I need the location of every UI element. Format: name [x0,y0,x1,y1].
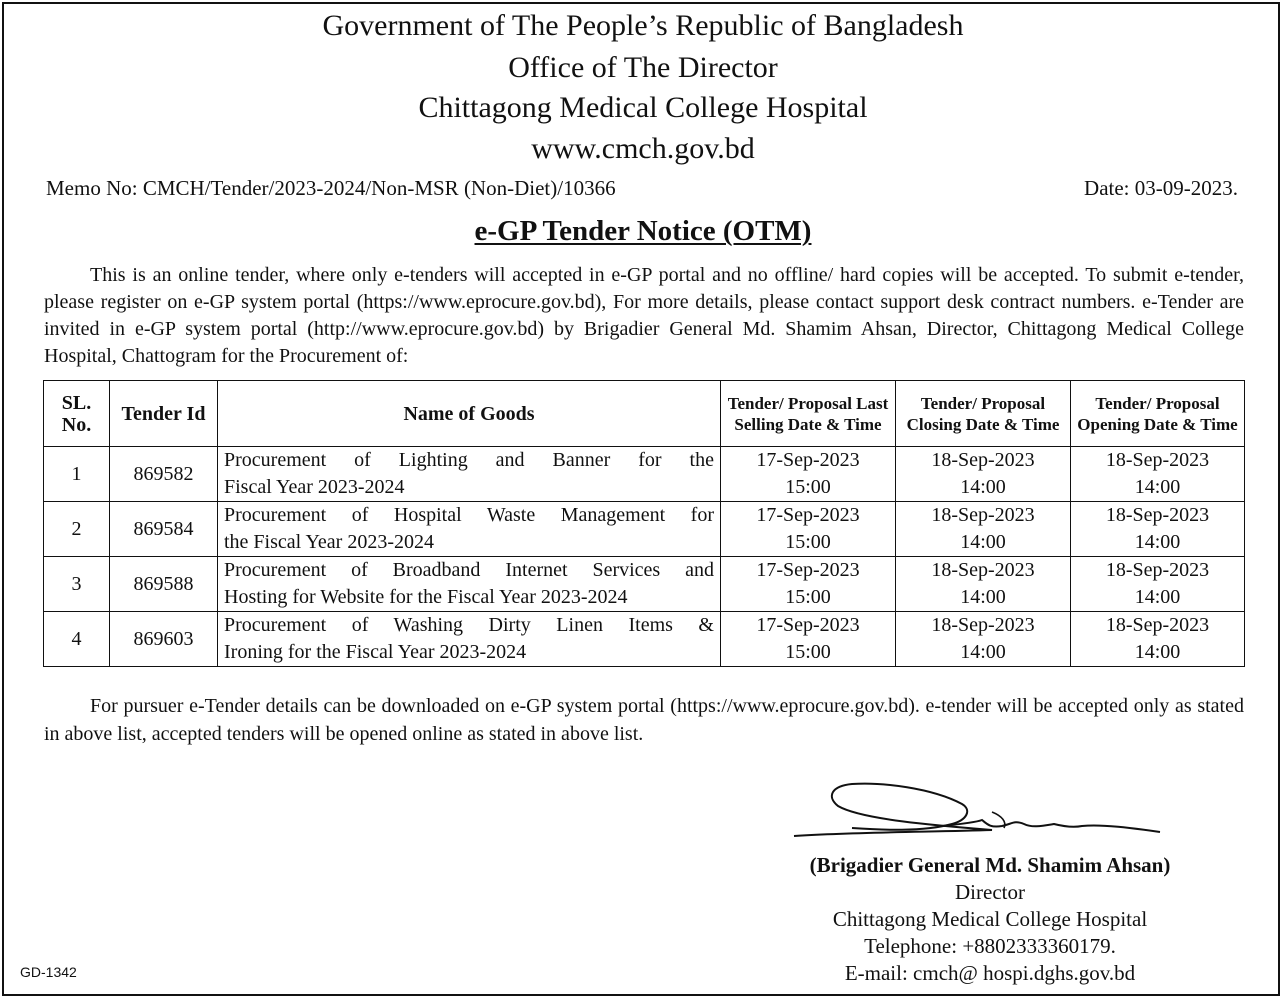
cell-opening [1071,557,1245,612]
signature-image [792,780,1162,844]
cell-goods-line2: Hosting for Website for the Fiscal Year 2023-2024 [224,586,628,608]
cell-tender-id [110,557,218,612]
cell-selling-line: 17-Sep-2023 [756,614,860,636]
table-row [44,447,1245,502]
cell-selling-line: 17-Sep-2023 [756,559,860,581]
cell-closing-line: 18-Sep-2023 [931,614,1035,636]
cell-selling-line: 17-Sep-2023 [756,449,860,471]
cell-tender-id-line: 869588 [133,572,194,595]
signatory-organization: Chittagong Medical College Hospital [832,907,1148,931]
header-website: www.cmch.gov.bd [531,132,755,165]
cell-closing-line: 14:00 [960,586,1006,608]
col-header-sl: SL. No. [44,381,110,447]
cell-goods-line1: Procurement of Hospital Waste Management for [224,504,714,526]
cell-goods [218,502,721,557]
document-code: GD-1342 [20,964,77,980]
cell-selling [721,612,896,667]
cell-goods-line2: the Fiscal Year 2023-2024 [224,531,434,553]
cell-opening-line: 14:00 [1134,586,1181,608]
header-office: Office of The Director [508,51,778,84]
cell-opening [1071,612,1245,667]
header-hospital: Chittagong Medical College Hospital [418,91,868,124]
col-header-closing: Tender/ Proposal Closing Date & Time [896,381,1071,447]
cell-opening-line: 14:00 [1134,476,1181,498]
cell-selling [721,502,896,557]
cell-closing-line: 14:00 [960,641,1006,663]
cell-selling-line: 15:00 [785,476,831,498]
cell-opening-line: 14:00 [1134,531,1181,553]
memo-number: Memo No: CMCH/Tender/2023-2024/Non-MSR (Non-Diet)/10366 [46,176,616,200]
cell-sl [44,612,110,667]
col-header-tender-id: Tender Id [110,381,218,447]
signature-block [740,852,1240,987]
cell-sl-line: 2 [71,517,82,540]
cell-tender-id-line: 869582 [133,462,194,485]
cell-selling-line: 17-Sep-2023 [756,504,860,526]
table-row [44,557,1245,612]
tender-table [43,380,1245,667]
notice-title [0,215,1286,248]
table-header-row [44,381,1245,447]
table-row [44,612,1245,667]
intro-paragraph: This is an online tender, where only e-tenders will accepted in e-GP portal and no offline/ hard copies will be accepted. To submit e-tender, please register on e-GP system portal (https://www.eprocure.gov.bd), For more details, please contact support desk contract numbers. e-Tender are invited in e-GP system portal (http://www.eprocure.gov.bd) by Brigadier General Md. Shamim Ahsan, Director, Chittagong Medical College Hospital, Chattogram for the Procurement of: [44,264,1244,367]
cell-goods [218,557,721,612]
cell-opening-line: 18-Sep-2023 [1105,449,1210,471]
col-header-selling: Tender/ Proposal Last Selling Date & Time [721,381,896,447]
cell-opening-line: 18-Sep-2023 [1105,504,1210,526]
cell-closing [896,612,1071,667]
cell-opening-line: 14:00 [1134,641,1181,663]
cell-closing [896,502,1071,557]
cell-closing-line: 14:00 [960,476,1006,498]
cell-opening-line: 18-Sep-2023 [1105,614,1210,636]
cell-selling-line: 15:00 [785,586,831,608]
cell-opening [1071,502,1245,557]
cell-goods-line1: Procurement of Washing Dirty Linen Items & [224,614,714,636]
notice-date: Date: 03-09-2023. [1084,176,1238,200]
cell-sl [44,557,110,612]
cell-opening [1071,447,1245,502]
footer-note: For pursuer e-Tender details can be downloaded on e-GP system portal (https://www.eprocure.gov.bd). e-tender will be accepted only as stated in above list, accepted tenders will be opened online as stated in above list. [44,695,1244,745]
cell-tender-id-line: 869603 [133,627,194,650]
signatory-name: (Brigadier General Md. Shamim Ahsan) [809,853,1171,877]
cell-tender-id [110,502,218,557]
cell-selling-line: 15:00 [785,641,831,663]
header-government: Government of The People’s Republic of Bangladesh [322,9,964,42]
cell-goods-line2: Fiscal Year 2023-2024 [224,476,405,498]
table-row [44,502,1245,557]
cell-sl-line: 1 [71,462,82,485]
cell-opening-line: 18-Sep-2023 [1105,559,1210,581]
col-header-goods: Name of Goods [218,381,721,447]
cell-sl [44,502,110,557]
cell-tender-id-line: 869584 [133,517,194,540]
col-header-opening: Tender/ Proposal Opening Date & Time [1071,381,1245,447]
cell-goods-line2: Ironing for the Fiscal Year 2023-2024 [224,641,527,663]
notice-title-text: e-GP Tender Notice (OTM) [474,215,812,247]
cell-sl-line: 3 [71,572,82,595]
signatory-title: Director [955,880,1025,904]
cell-closing [896,447,1071,502]
cell-closing-line: 18-Sep-2023 [931,449,1035,471]
cell-sl [44,447,110,502]
cell-sl-line: 4 [71,627,82,650]
cell-tender-id [110,447,218,502]
cell-selling [721,557,896,612]
cell-goods-line1: Procurement of Broadband Internet Services and [224,559,714,581]
cell-closing-line: 18-Sep-2023 [931,504,1035,526]
cell-closing [896,557,1071,612]
cell-closing-line: 14:00 [960,531,1006,553]
cell-selling [721,447,896,502]
cell-goods [218,447,721,502]
cell-goods [218,612,721,667]
cell-goods-line1: Procurement of Lighting and Banner for the [224,449,714,471]
cell-closing-line: 18-Sep-2023 [931,559,1035,581]
table-body [44,447,1245,667]
cell-selling-line: 15:00 [785,531,831,553]
signatory-email: E-mail: cmch@ hospi.dghs.gov.bd [844,961,1136,985]
signatory-telephone: Telephone: +8802333360179. [864,934,1116,958]
cell-tender-id [110,612,218,667]
